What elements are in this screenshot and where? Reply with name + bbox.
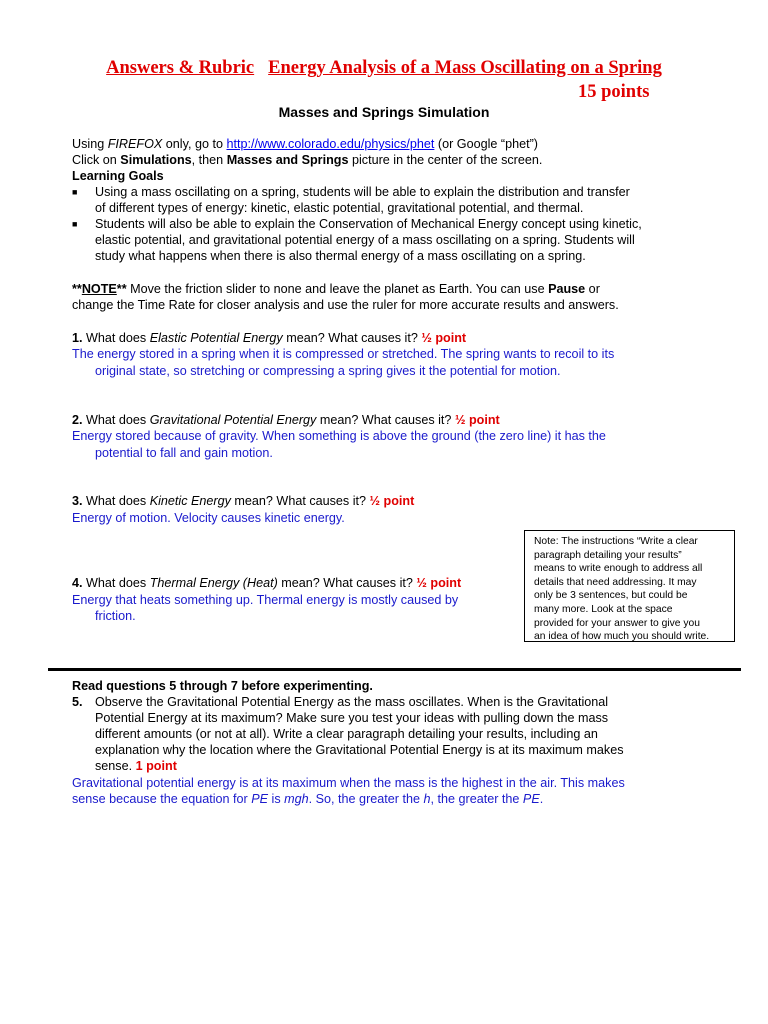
question-5-number: 5. bbox=[72, 695, 83, 709]
question-5-line-4: explanation why the location where the Gravitational Potential Energy is at its maximum makes bbox=[95, 743, 624, 757]
question-1-points: ½ point bbox=[421, 331, 467, 345]
subtitle: Masses and Springs Simulation bbox=[278, 104, 490, 120]
question-3-points: ½ point bbox=[369, 494, 415, 508]
goal-2-line-1: Students will also be able to explain the Conservation of Mechanical Energy concept using kinetic, bbox=[95, 217, 642, 231]
note-line-2: change the Time Rate for closer analysis and use the ruler for more accurate results and answers. bbox=[72, 298, 619, 312]
simulations-term: Simulations bbox=[120, 153, 192, 167]
goal-1-line-1: Using a mass oscillating on a spring, students will be able to explain the distribution and transfer bbox=[95, 185, 630, 199]
answer-4-line-1: Energy that heats something up. Thermal energy is mostly caused by bbox=[72, 593, 459, 607]
goal-2-line-3: study what happens when there is also thermal energy of a mass oscillating on a spring. bbox=[95, 249, 586, 263]
goal-1-line-2: of different types of energy: kinetic, elastic potential, gravitational potential, and thermal. bbox=[95, 201, 584, 215]
bullet-icon: ■ bbox=[72, 219, 78, 229]
question-4: 4. What does Thermal Energy (Heat) mean? What causes it? ½ point bbox=[72, 576, 462, 590]
phet-link[interactable]: http://www.colorado.edu/physics/phet bbox=[226, 137, 435, 151]
instructions-note-box bbox=[524, 530, 735, 642]
question-4-points: ½ point bbox=[416, 576, 462, 590]
answers-rubric-label: Answers & Rubric bbox=[106, 58, 255, 78]
question-2-points: ½ point bbox=[454, 413, 500, 427]
answer-2-line-1: Energy stored because of gravity. When something is above the ground (the zero line) it has the bbox=[72, 429, 606, 443]
note-box-line: an idea of how much you should write. bbox=[534, 631, 710, 643]
note-box-line: paragraph detailing your results” bbox=[534, 549, 682, 561]
document-title bbox=[0, 58, 768, 79]
question-5-line-5: sense. 1 point bbox=[95, 759, 177, 773]
answer-5-line-1: Gravitational potential energy is at its maximum when the mass is the highest in the air. This makes bbox=[72, 776, 625, 790]
note-box-line: only be 3 sentences, but could be bbox=[534, 590, 688, 602]
answer-1-line-2: original state, so stretching or compressing a spring gives it the potential for motion. bbox=[95, 364, 561, 378]
bullet-icon: ■ bbox=[72, 187, 78, 197]
question-2: 2. What does Gravitational Potential Energy mean? What causes it? ½ point bbox=[72, 413, 500, 427]
question-5-line-3: different amounts (or not at all). Write a clear paragraph detailing your results, including an bbox=[95, 727, 598, 741]
question-5-line-2: Potential Energy at its maximum? Make sure you test your ideas with pulling down the mass bbox=[95, 711, 609, 725]
worksheet-title: Energy Analysis of a Mass Oscillating on a Spring bbox=[268, 58, 662, 78]
note-box-line: many more. Look at the space bbox=[534, 603, 673, 615]
answer-2-line-2: potential to fall and gain motion. bbox=[95, 446, 273, 460]
question-1: 1. What does Elastic Potential Energy mean? What causes it? ½ point bbox=[72, 331, 467, 345]
note-box-line: Note: The instructions “Write a clear bbox=[534, 536, 698, 547]
question-3: 3. What does Kinetic Energy mean? What causes it? ½ point bbox=[72, 494, 415, 508]
section-divider bbox=[48, 668, 741, 671]
note-box-line: details that need addressing. It may bbox=[534, 576, 697, 588]
goal-2-line-2: elastic potential, and gravitational potential energy of a mass oscillating on a spring. Students will bbox=[95, 233, 635, 247]
note-line-1: **NOTE** Move the friction slider to none and leave the planet as Earth. You can use Pause or bbox=[72, 282, 600, 296]
intro-line-2: Click on Simulations, then Masses and Springs picture in the center of the screen. bbox=[72, 153, 543, 167]
total-points: 15 points bbox=[578, 82, 650, 102]
browser-name: FIREFOX bbox=[107, 137, 163, 151]
answer-5-line-2: sense because the equation for PE is mgh. So, the greater the h, the greater the PE. bbox=[72, 792, 544, 806]
note-label: NOTE bbox=[81, 282, 117, 296]
answer-4-line-2: friction. bbox=[95, 609, 136, 623]
answer-3-line-1: Energy of motion. Velocity causes kinetic energy. bbox=[72, 511, 345, 525]
learning-goals-heading: Learning Goals bbox=[72, 169, 164, 183]
part-2-heading: Read questions 5 through 7 before experimenting. bbox=[72, 679, 373, 693]
note-box-line: provided for your answer to give you bbox=[534, 617, 700, 629]
answer-1-line-1: The energy stored in a spring when it is compressed or stretched. The spring wants to recoil to its bbox=[72, 347, 615, 361]
pause-term: Pause bbox=[548, 282, 586, 296]
question-5-line-1: Observe the Gravitational Potential Energy as the mass oscillates. When is the Gravitational bbox=[95, 695, 609, 709]
question-5-points: 1 point bbox=[135, 759, 177, 773]
masses-springs-term: Masses and Springs bbox=[226, 153, 349, 167]
intro-line-1: Using FIREFOX only, go to http://www.colorado.edu/physics/phet (or Google “phet”) bbox=[72, 137, 538, 151]
note-box-line: means to write enough to address all bbox=[534, 563, 703, 575]
